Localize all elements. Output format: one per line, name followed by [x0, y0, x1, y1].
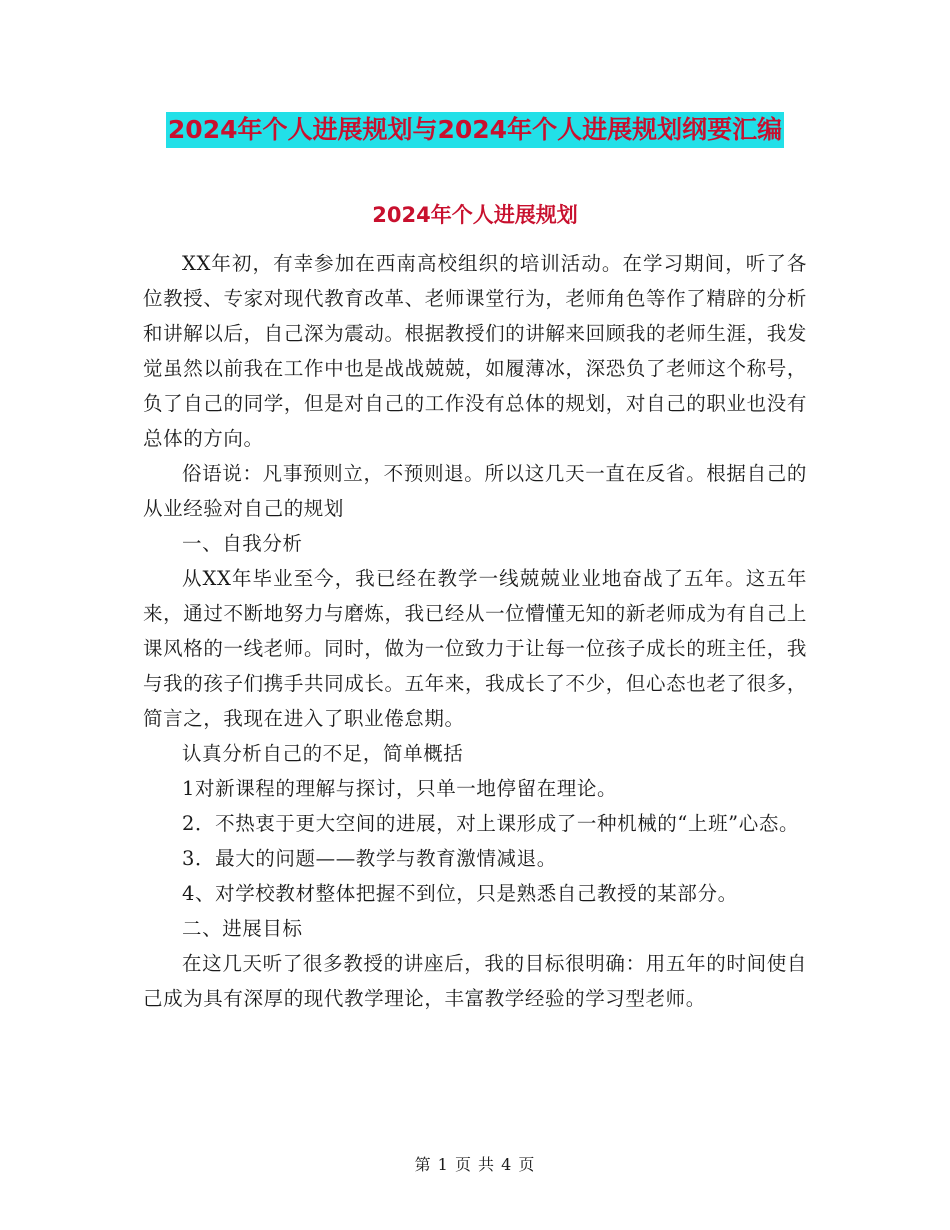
document-body [143, 246, 807, 1016]
paragraph: 认真分析自己的不足，简单概括 [182, 742, 464, 765]
section-title: 2024年个人进展规划 [372, 203, 578, 227]
heading-goals: 二、进展目标 [182, 917, 303, 940]
list-item: 1对新课程的理解与探讨，只单一地停留在理论。 [182, 777, 618, 800]
paragraph: 在这几天听了很多教授的讲座后，我的目标很明确：用五年的时间使自己成为具有深厚的现代教学理论，丰富教学经验的学习型老师。 [143, 952, 807, 1010]
document-title-text: 2024年个人进展规划与2024年个人进展规划纲要汇编 [166, 112, 784, 148]
document-title [0, 112, 950, 148]
list-item: 4、对学校教材整体把握不到位，只是熟悉自己教授的某部分。 [182, 882, 738, 905]
list-item: 3．最大的问题——教学与教育激情减退。 [182, 847, 557, 870]
paragraph: 俗语说：凡事预则立，不预则退。所以这几天一直在反省。根据自己的从业经验对自己的规划 [143, 462, 807, 520]
paragraph: XX年初，有幸参加在西南高校组织的培训活动。在学习期间，听了各位教授、专家对现代教育改革、老师课堂行为，老师角色等作了精辟的分析和讲解以后，自己深为震动。根据教授们的讲解来回顾我的老师生涯，我发觉虽然以前我在工作中也是战战兢兢，如履薄冰，深恐负了老师这个称号，负了自己的同学，但是对自己的工作没有总体的规划，对自己的职业也没有总体的方向。 [143, 252, 807, 450]
list-item: 2．不热衷于更大空间的进展，对上课形成了一种机械的“上班”心态。 [182, 812, 800, 835]
paragraph: 从XX年毕业至今，我已经在教学一线兢兢业业地奋战了五年。这五年来，通过不断地努力与磨炼，我已经从一位懵懂无知的新老师成为有自己上课风格的一线老师。同时，做为一位致力于让每一位孩子成长的班主任，我与我的孩子们携手共同成长。五年来，我成长了不少，但心态也老了很多，简言之，我现在进入了职业倦怠期。 [143, 567, 807, 730]
page-footer: 第 1 页 共 4 页 [414, 1155, 536, 1174]
heading-self-analysis: 一、自我分析 [182, 532, 303, 555]
